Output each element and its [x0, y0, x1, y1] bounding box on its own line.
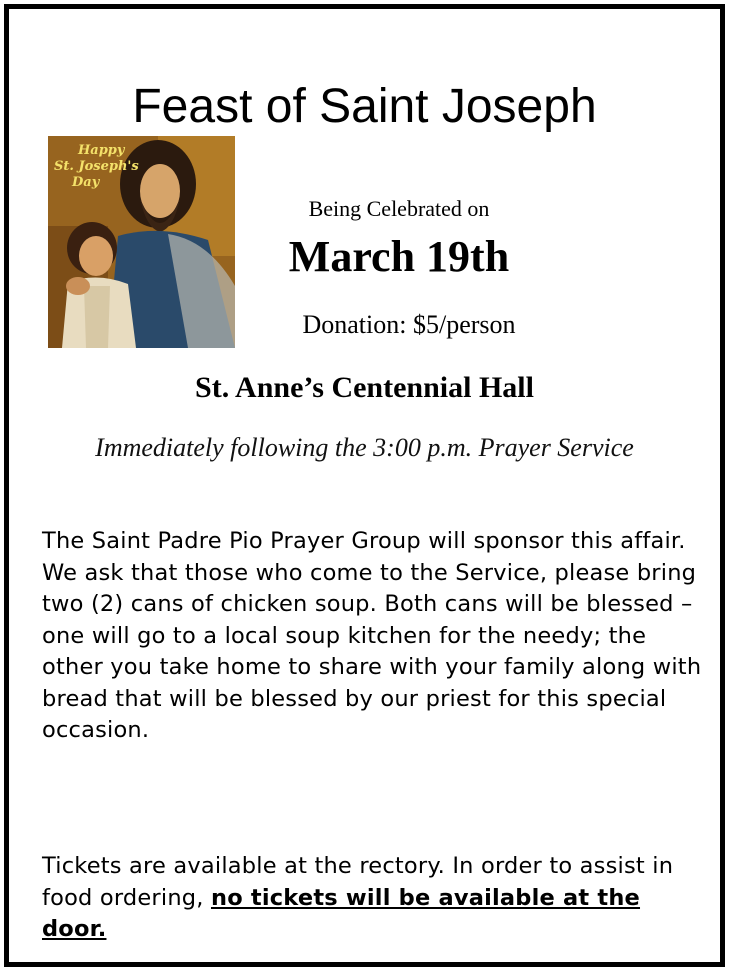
celebrated-label: Being Celebrated on: [308, 196, 490, 221]
sponsor-paragraph: The Saint Padre Pio Prayer Group will sponsor this affair. We ask that those who come to the Service, please bring two (2) cans of chicken soup. Both cans will be blessed – one will go to a local soup kitchen for the needy; the other you take home to share with your family along with bread that will be blessed by our priest for this special occasion.: [42, 528, 702, 743]
picture-caption-line2: St. Joseph's: [54, 159, 139, 174]
donation-price: Donation: $5/person: [302, 310, 516, 339]
tickets-paragraph: [42, 851, 702, 946]
no-tickets-at-door-notice: no tickets will be available at the door.: [42, 884, 641, 942]
flyer: [4, 4, 725, 967]
flyer-title: Feast of Saint Joseph: [132, 80, 597, 133]
event-venue: St. Anne’s Centennial Hall: [195, 371, 534, 404]
event-date: March 19th: [288, 232, 510, 281]
picture-caption-line1: Happy: [78, 143, 125, 158]
picture-caption-line3: Day: [72, 175, 100, 190]
event-timing: Immediately following the 3:00 p.m. Prayer Service: [95, 433, 634, 462]
saint-joseph-picture: [48, 136, 235, 348]
tickets-paragraph-text: Tickets are available at the rectory. In order to assist in food ordering,: [42, 853, 674, 911]
